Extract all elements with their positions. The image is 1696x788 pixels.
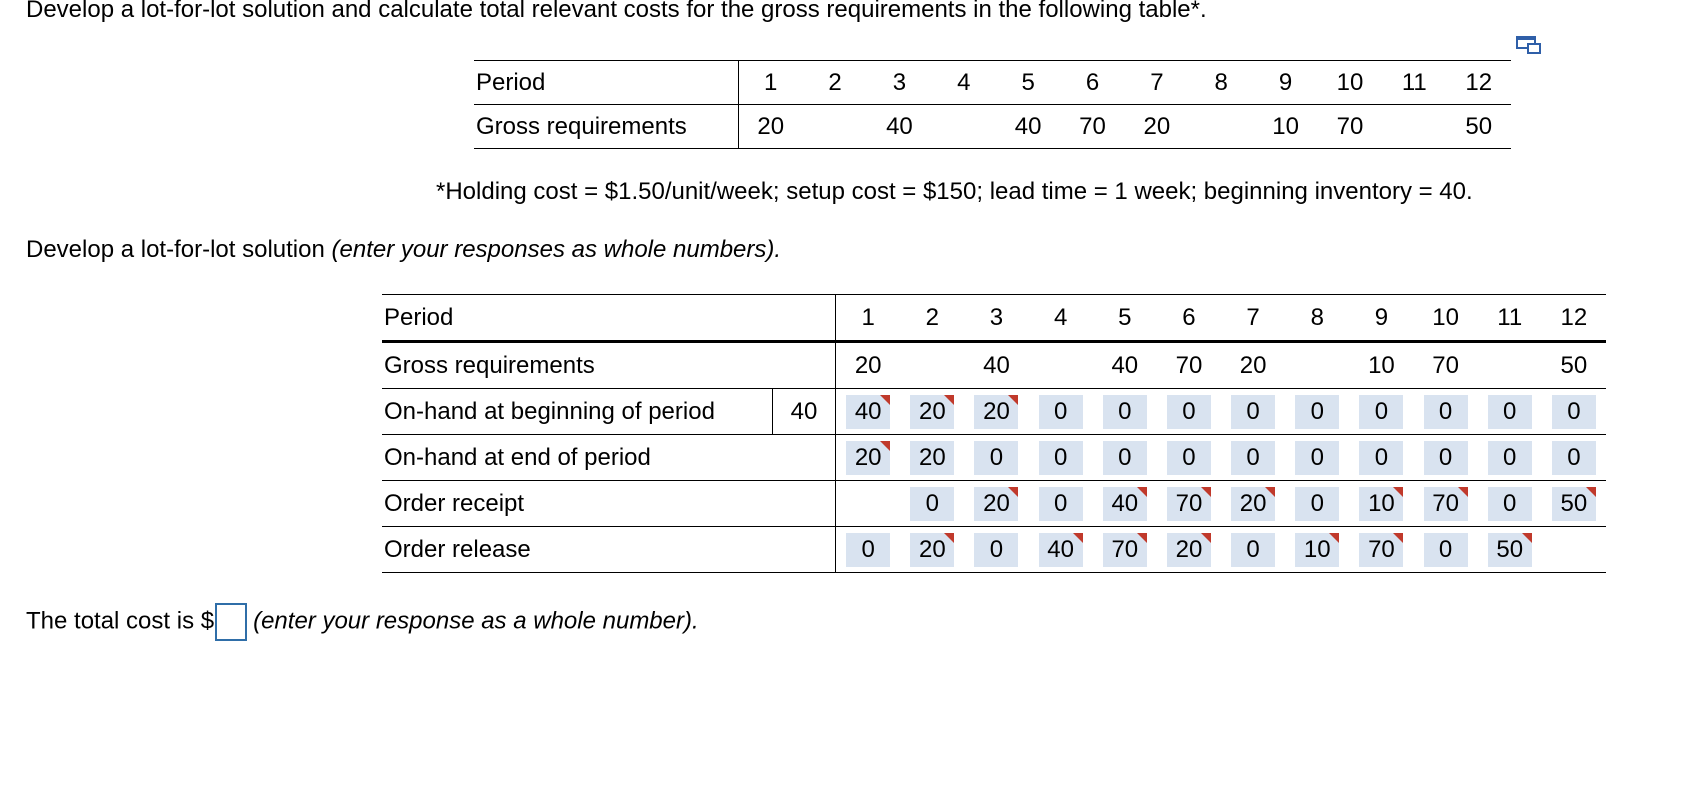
instruction-text: Develop a lot-for-lot solution [26,236,325,263]
input-value: 0 [1374,443,1389,471]
gross-cell: 20 [1125,105,1189,149]
period-cell: 9 [1349,295,1413,342]
feedback-flag-icon [1137,487,1147,497]
order-release-input[interactable] [1359,533,1403,567]
on-hand-begin-input[interactable] [846,395,890,429]
order-receipt-input[interactable] [1424,487,1468,521]
input-value: 0 [1310,443,1324,471]
on-hand-begin-input[interactable] [1552,395,1596,429]
period-label: Period [382,295,836,342]
gross-cell [1189,105,1253,149]
gross-requirements-label: Gross requirements [474,105,738,149]
on-hand-begin-input[interactable] [910,395,954,429]
feedback-flag-icon [1329,533,1339,543]
order-release-input[interactable] [1295,533,1339,567]
on-hand-end-row [382,435,1606,481]
gross-cell: 50 [1446,105,1511,149]
period-cell: 12 [1542,295,1606,342]
gross-cell: 40 [964,342,1028,389]
period-cell: 8 [1285,295,1349,342]
input-value: 0 [1246,443,1260,471]
order-receipt-row [382,481,1606,527]
footnote: *Holding cost = $1.50/unit/week; setup cost = $150; lead time = 1 week; beginning inventory = 40. [436,178,1473,205]
gross-cell: 40 [1093,342,1157,389]
beginning-inventory: 40 [772,389,835,435]
order-receipt-input[interactable] [1552,487,1596,521]
gross-cell: 70 [1157,342,1221,389]
input-value: 20 [918,535,946,563]
period-label: Period [474,61,738,105]
feedback-flag-icon [1393,533,1403,543]
feedback-flag-icon [1522,533,1532,543]
feedback-flag-icon [1073,533,1083,543]
order-release-input[interactable] [1231,533,1275,567]
input-value: 70 [1111,535,1139,563]
period-row [382,295,1606,342]
period-cell: 9 [1253,61,1317,105]
input-value: 0 [1246,397,1260,425]
input-value: 0 [989,535,1004,563]
on-hand-end-input[interactable] [1424,441,1468,475]
input-value: 20 [1239,489,1267,517]
instruction-hint: (enter your responses as whole numbers). [331,236,782,263]
on-hand-begin-input[interactable] [1295,395,1339,429]
period-cell: 4 [1029,295,1093,342]
order-receipt-input[interactable] [1295,487,1339,521]
order-receipt-input[interactable] [1488,487,1532,521]
on-hand-begin-input[interactable] [1488,395,1532,429]
input-value: 0 [861,535,875,563]
input-value: 20 [983,397,1010,425]
period-cell: 7 [1125,61,1189,105]
order-release-label: Order release [382,527,836,573]
period-cell: 6 [1157,295,1221,342]
order-receipt-label: Order receipt [382,481,836,527]
period-cell: 5 [1093,295,1157,342]
period-cell: 8 [1189,61,1253,105]
order-release-input[interactable] [1103,533,1147,567]
on-hand-end-input[interactable] [1488,441,1532,475]
on-hand-begin-input[interactable] [1039,395,1083,429]
order-receipt-input[interactable] [910,487,954,521]
on-hand-end-input[interactable] [1231,441,1275,475]
gross-requirements-label: Gross requirements [382,342,836,389]
feedback-flag-icon [1393,487,1403,497]
input-value: 0 [989,443,1004,471]
feedback-flag-icon [880,395,890,405]
period-cell: 11 [1478,295,1542,342]
order-release-input[interactable] [974,533,1018,567]
gross-requirements-row [382,342,1606,389]
input-value: 0 [1567,443,1581,471]
input-value: 0 [1182,397,1196,425]
gross-cell [932,105,996,149]
input-value: 0 [1118,443,1132,471]
period-cell: 10 [1318,61,1382,105]
feedback-flag-icon [880,441,890,451]
gross-cell [1029,342,1093,389]
input-value: 0 [1438,443,1453,471]
order-receipt-input[interactable] [1359,487,1403,521]
input-value: 0 [1118,397,1132,425]
input-value: 0 [1053,443,1068,471]
feedback-flag-icon [1201,533,1211,543]
gross-cell: 40 [867,105,931,149]
feedback-flag-icon [1265,487,1275,497]
on-hand-end-input[interactable] [1167,441,1211,475]
input-value: 40 [1111,489,1139,517]
input-value: 0 [1438,535,1453,563]
order-release-input[interactable] [910,533,954,567]
input-value: 50 [1560,489,1588,517]
input-value: 0 [925,489,939,517]
period-cell: 3 [867,61,931,105]
gross-cell [1382,105,1446,149]
on-hand-begin-input[interactable] [974,395,1018,429]
period-cell: 10 [1414,295,1478,342]
period-cell: 6 [1060,61,1124,105]
empty-cell [836,481,901,527]
on-hand-end-input[interactable] [910,441,954,475]
on-hand-end-input[interactable] [1039,441,1083,475]
input-value: 0 [1503,397,1517,425]
on-hand-end-input[interactable] [1103,441,1147,475]
order-receipt-input[interactable] [1039,487,1083,521]
input-value: 40 [1047,535,1074,563]
expand-window-icon[interactable] [1516,35,1542,55]
instruction [26,236,781,264]
order-release-input[interactable] [1424,533,1468,567]
order-receipt-input[interactable] [974,487,1018,521]
order-receipt-input[interactable] [1231,487,1275,521]
input-value: 0 [1053,489,1068,517]
gross-cell [803,105,867,149]
gross-cell: 70 [1414,342,1478,389]
input-value: 50 [1496,535,1524,563]
period-cell: 3 [964,295,1028,342]
order-receipt-input[interactable] [1167,487,1211,521]
input-value: 0 [1182,443,1196,471]
period-cell: 11 [1382,61,1446,105]
input-value: 40 [854,397,882,425]
gross-cell [1478,342,1542,389]
input-value: 20 [918,397,946,425]
feedback-flag-icon [1201,487,1211,497]
period-cell: 1 [836,295,901,342]
empty-cell [1542,527,1606,573]
feedback-flag-icon [944,395,954,405]
input-value: 0 [1374,397,1389,425]
order-release-row [382,527,1606,573]
gross-cell [900,342,964,389]
period-cell: 2 [803,61,867,105]
on-hand-begin-input[interactable] [1424,395,1468,429]
on-hand-end-input[interactable] [846,441,890,475]
on-hand-begin-input[interactable] [1359,395,1403,429]
on-hand-end-label: On-hand at end of period [382,435,836,481]
gross-cell: 70 [1060,105,1124,149]
input-value: 70 [1175,489,1203,517]
input-value: 20 [918,443,946,471]
input-value: 20 [1175,535,1203,563]
total-cost-input[interactable] [215,603,247,641]
gross-cell: 70 [1318,105,1382,149]
feedback-flag-icon [1137,533,1147,543]
gross-cell: 20 [836,342,901,389]
input-value: 0 [1246,535,1260,563]
on-hand-begin-input[interactable] [1167,395,1211,429]
order-release-input[interactable] [846,533,890,567]
on-hand-begin-input[interactable] [1231,395,1275,429]
input-value: 0 [1503,489,1517,517]
input-value: 0 [1567,397,1581,425]
input-value: 10 [1303,535,1331,563]
on-hand-begin-row [382,389,1606,435]
on-hand-begin-label: On-hand at beginning of period [382,389,772,435]
input-value: 70 [1432,489,1459,517]
feedback-flag-icon [1008,487,1018,497]
given-period-row [474,61,1511,105]
on-hand-end-input[interactable] [1295,441,1339,475]
gross-cell: 40 [996,105,1060,149]
feedback-flag-icon [1008,395,1018,405]
input-value: 0 [1310,489,1324,517]
order-release-input[interactable] [1167,533,1211,567]
gross-cell: 10 [1349,342,1413,389]
on-hand-end-input[interactable] [974,441,1018,475]
input-value: 0 [1053,397,1068,425]
gross-cell [1285,342,1349,389]
input-value: 20 [983,489,1010,517]
total-cost-hint: (enter your response as a whole number). [253,607,699,635]
gross-cell: 50 [1542,342,1606,389]
given-gross-row [474,105,1511,149]
gross-cell: 20 [1221,342,1285,389]
order-release-input[interactable] [1039,533,1083,567]
period-cell: 1 [738,61,803,105]
on-hand-end-input[interactable] [1359,441,1403,475]
total-cost-prefix: The total cost is $ [26,607,215,635]
order-release-input[interactable] [1488,533,1532,567]
feedback-flag-icon [1586,487,1596,497]
on-hand-end-input[interactable] [1552,441,1596,475]
gross-cell: 10 [1253,105,1317,149]
period-cell: 5 [996,61,1060,105]
input-value: 10 [1368,489,1395,517]
on-hand-begin-input[interactable] [1103,395,1147,429]
order-receipt-input[interactable] [1103,487,1147,521]
given-requirements-table [474,60,1511,149]
input-value: 0 [1438,397,1453,425]
total-cost-line [26,603,699,641]
input-value: 0 [1310,397,1324,425]
input-value: 20 [854,443,882,471]
intro-text: Develop a lot-for-lot solution and calculate total relevant costs for the gross requirements in the following table*. [26,0,1207,23]
input-value: 0 [1503,443,1517,471]
gross-cell: 20 [738,105,803,149]
period-cell: 12 [1446,61,1511,105]
lot-for-lot-table [382,294,1606,573]
feedback-flag-icon [1458,487,1468,497]
feedback-flag-icon [944,533,954,543]
period-cell: 7 [1221,295,1285,342]
period-cell: 2 [900,295,964,342]
input-value: 70 [1368,535,1395,563]
period-cell: 4 [932,61,996,105]
